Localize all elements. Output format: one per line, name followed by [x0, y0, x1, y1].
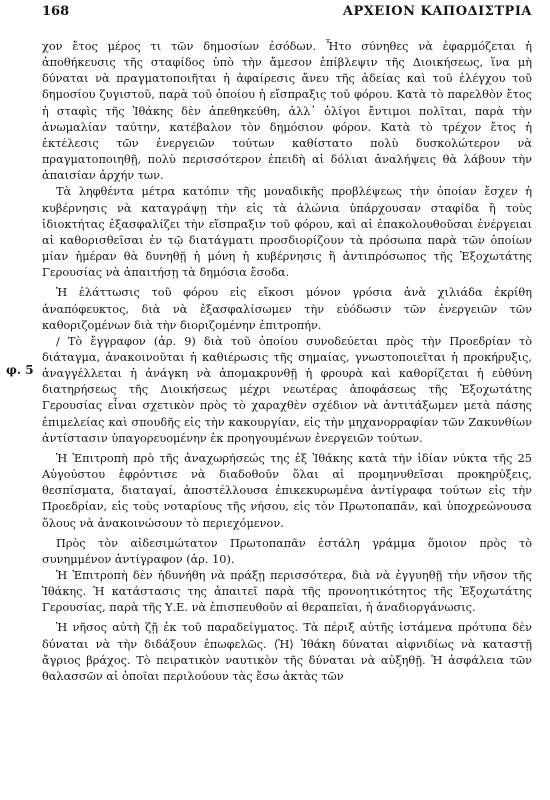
paragraph-1: χον ἔτος μέρος τι τῶν δημοσίων ἐσόδων. Ἦτο σύνηθες νὰ ἐφαρμόζεται ἡ ἀποθήκευσις τῆς σταφίδος ὑπὸ τὴν ἄμεσον ἐπίβλεψιν τῆς Διοικήσεως, ἵνα μὴ δύναται νὰ πραγματοποιῆται ἡ ἀφαίρεσις ἄνευ τῆς ἀδείας καὶ τοῦ ἐλέγχου τοῦ δημοσίου ζυγιστοῦ, παρὰ τοῦ ὁποίου ἡ εἴσπραξις τοῦ φόρου. Κατὰ τὸ παρελθὸν ἔτος ἡ σταφὶς τῆς Ἰθάκης δὲν ἀπεθηκεύθη, ἀλλ᾽ ὀλίγοι ἔντιμοι πολῖται, παρὰ τὴν ἀνωμαλίαν ταύτην, κατέβαλον τὸν δημόσιον φόρον. Κατὰ τὸ τρέχον ἔτος ἡ ἐκτέλεσις τῶν ἐνεργειῶν τούτων καθίστατο πολὺ δυσκολώτερον νὰ πραγματοποιηθῇ, πολὺ περισσότερον ἐπειδὴ αἱ δόλιαι ἀναλήψεις θὰ λάβουν τὴν ἀπαισίαν ἀρχήν των.	[42, 40, 532, 183]
page-number: 168	[42, 4, 70, 19]
body-text	[42, 39, 532, 685]
paragraph-5: Ἡ Ἐπιτροπὴ πρὸ τῆς ἀναχωρήσεώς της ἐξ Ἰθάκης κατὰ τὴν ἰδίαν νύκτα τῆς 25 Αὐγούστου ἐφρόντισε νὰ διαδοθοῦν ὅλαι αἱ προμηνυθεῖσαι προκηρύξεις, θεσπίσματα, διαταγαί, ἀποστέλλουσα ἐπικεκυρωμένα ἀντίγραφα τούτων εἰς τὴν Προεδρίαν, εἰς τοὺς νοταρίους τῆς νήσου, εἰς τὸν Πρωτοπαπᾶν, καὶ ὑποχρεώνουσα ὅλους νὰ ἀνακοινώσουν τὸ περιεχόμενον.	[42, 451, 532, 530]
paragraph-6: Πρὸς τὸν αἰδεσιμώτατον Πρωτοπαπᾶν ἐστάλη γράμμα ὅμοιον πρὸς τὸ συνημμένον ἀντίγραφον (ἀρ. 10).	[42, 536, 532, 566]
page-header	[42, 4, 532, 24]
paragraph-2: Τὰ ληφθέντα μέτρα κατόπιν τῆς μοναδικῆς προβλέψεως τὴν ὁποίαν ἔσχεν ἡ κυβέρνησις νὰ καταγράψῃ τὴν εἰς τὰ ἁλώνια ὑπάρχουσαν σταφίδα ἢ τοὺς ἰδιοκτήτας ἐξασφαλίζει τὴν εἴσπραξιν τοῦ φόρου, καὶ αἱ ἐπακολουθοῦσαι ἐνέργειαι αἱ καθορισθεῖσαι ἐν τῷ διατάγματι προσδιορίζουν τὰ πρόσωπα παρὰ τῶν ὁποίων μίαν ἡμέραν θὰ δυνηθῇ ἡ μόνη ἡ κυβέρνησις ἢ ἀντιπρόσωπος τῆς Ἐξοχωτάτης Γερουσίας νὰ ἀπαιτήσῃ τὰ δημόσια ἔσοδα.	[42, 185, 532, 280]
paragraph-3: Ἡ ἐλάττωσις τοῦ φόρου εἰς εἴκοσι μόνον γρόσια ἀνὰ χιλιάδα ἐκρίθη ἀναπόφευκτος, διὰ νὰ ἐξασφαλίσωμεν τὴν εὐόδωσιν τῶν ἐνεργειῶν τῶν καθοριζομένων διὰ τὴν διοριζομένην ἐπιτροπήν.	[42, 286, 532, 332]
paragraph-4: / Τὸ ἔγγραφον (ἀρ. 9) διὰ τοῦ ὁποίου συνοδεύεται πρὸς τὴν Προεδρίαν τὸ διάταγμα, ἀνακοινοῦται ἡ καθιέρωσις τῆς σημαίας, γνωστοποιεῖται ἡ προκήρυξις, ἀναγγέλλεται ἡ ἀνάγκη νὰ ἀπομακρυνθῇ ἡ φρουρὰ καὶ καθορίζεται ἡ εὐθύνη διατηρήσεως τῆς Διοικήσεως μέχρι νεωτέρας ἀποφάσεως τῆς Ἐξοχωτάτης Γερουσίας εἶναι σχετικὸν πρὸς τὸ χαραχθὲν σχέδιον νὰ ἀντιτάξωμεν μετὰ πάσης ἐπιμελείας καὶ σπουδῆς εἰς τὴν κακουργίαν, εἰς τὴν μηχανορραφίαν τῶν Ζακυνθίων ἀντίστασιν ὑπαγορευομένην ἐκ προηγουμένων ἐνεργειῶν τούτων.	[42, 334, 532, 445]
running-head: ΑΡΧΕΙΟΝ ΚΑΠΟΔΙΣΤΡΙΑ	[342, 4, 532, 19]
paragraph-8: Ἡ νῆσος αὐτὴ ζῇ ἐκ τοῦ παραδείγματος. Τὰ πέριξ αὐτῆς ἱστάμενα πρότυπα δὲν δύναται νὰ τὴν διδάξουν ἐπωφελῶς. ⟨Ἡ⟩ Ἰθάκη δύναται αἰφνιδίως νὰ καταστῇ ἄγριος βράχος. Τὸ πειρατικὸν ναυτικὸν τῆς δύναται νὰ αὐξηθῇ. Ἡ ἀσφάλεια τῶν θαλασσῶν αἱ ὁποῖαι περιλούουν τὰς ἔσω ἀκτὰς τῶν	[42, 621, 532, 683]
paragraph-7: Ἡ Ἐπιτροπὴ δὲν ἠδυνήθη νὰ πράξῃ περισσότερα, διὰ νὰ ἐγγυηθῇ τὴν νῆσον τῆς Ἰθάκης. Ἡ κατάστασις της ἀπαιτεῖ παρὰ τῆς προνοητικότητος τῆς Ἐξοχωτάτης Γερουσίας, παρὰ τῆς Υ.Ε. νὰ ἐπισπευθοῦν αἱ θεραπεῖαι, ἡ ἀναδιοργάνωσις.	[42, 569, 532, 615]
margin-folio-note: φ. 5	[6, 363, 34, 377]
